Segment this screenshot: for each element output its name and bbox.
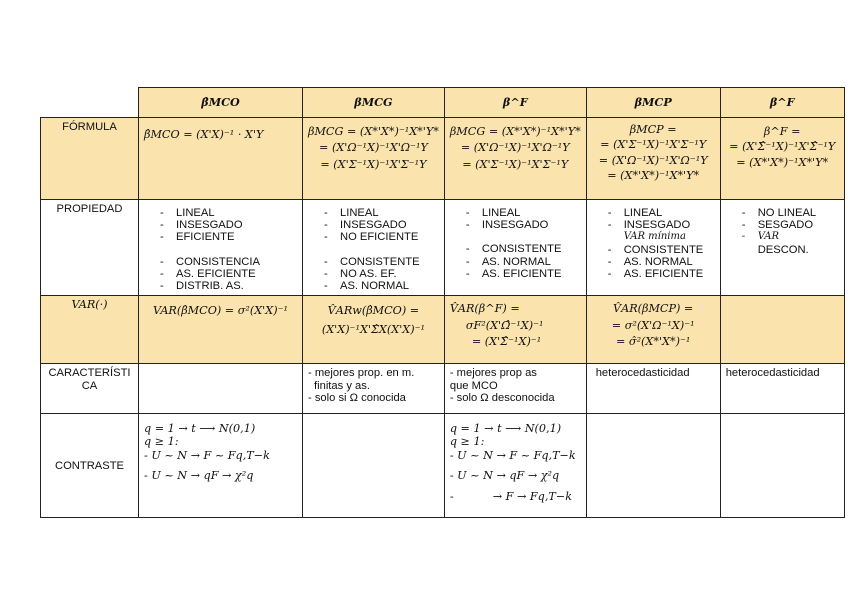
property-item: - LINEAL: [324, 207, 379, 219]
caracteristica-c3: [444, 364, 586, 414]
var-line: (X'X)⁻¹X'Σ̂X(X'X)⁻¹: [321, 322, 425, 336]
header-beta-mcp: βMCP: [586, 88, 720, 118]
formula-line: βMCP =: [629, 123, 677, 136]
row-label-formula: FÓRMULA: [41, 118, 139, 200]
propiedad-c3: [444, 200, 586, 296]
caracteristica-line: finitas y as.: [314, 379, 370, 392]
formula-line: βMCG = (X*'X*)⁻¹X*'Y*: [449, 125, 581, 138]
var-line: = (X'Σ̂⁻¹X)⁻¹: [471, 335, 542, 349]
var-line: σF²(X'Ω̂⁻¹X)⁻¹: [465, 318, 544, 332]
formula-line: = (X'Σ⁻¹X)⁻¹X'Σ⁻¹Y: [462, 157, 569, 171]
contraste-line: - U ~ N → qF → χ²q: [449, 469, 560, 483]
contraste-line: - U ~ N → F ~ Fq,T−k: [144, 449, 270, 463]
caracteristica-line: - mejores prop. en m.: [308, 367, 415, 380]
contraste-c5: [720, 414, 844, 518]
property-item: - AS. EFICIENTE: [607, 268, 704, 281]
row-label-line: CARACTERÍSTI: [48, 367, 131, 380]
contraste-c1: [139, 414, 303, 518]
propiedad-c1: [139, 200, 303, 296]
var-line: V̂AR(β^F) =: [449, 302, 520, 316]
property-item: - AS. EFICIENTE: [465, 267, 562, 280]
header-beta-f-2: β^F: [720, 88, 844, 118]
property-item: - SESGADO: [741, 219, 814, 232]
formula-line: = (X'Ω⁻¹X)⁻¹X'Ω⁻¹Y: [319, 141, 428, 155]
property-item: - CONSISTENTE: [465, 243, 562, 256]
header-beta-f: β^F: [444, 88, 586, 118]
caracteristica-line: que MCO: [449, 379, 498, 392]
caracteristica-line: - mejores prop as: [449, 367, 537, 380]
property-item: - NO AS. EF.: [324, 267, 397, 280]
property-item: - EFICIENTE: [160, 231, 235, 244]
var-c4: [586, 296, 720, 364]
property-item: - NO LINEAL: [741, 207, 817, 219]
contraste-line: - → F → Fq,T−k: [449, 489, 573, 503]
estimators-table: [40, 87, 845, 518]
property-item: - VAR: [741, 231, 779, 243]
formula-line: = (X*'X*)⁻¹X*'Y*: [736, 155, 829, 169]
row-label-var: VAR(·): [41, 296, 139, 364]
row-label-propiedad: PROPIEDAD: [41, 200, 139, 296]
contraste-line: - U ~ N → qF → χ²q: [144, 469, 254, 483]
formula-line: βMCG = (X*'X*)⁻¹X*'Y*: [308, 125, 439, 138]
property-item: - INSESGADO: [160, 219, 243, 232]
propiedad-row: [41, 200, 845, 296]
formula-c1: [139, 118, 303, 200]
header-row: [41, 88, 845, 118]
contraste-line: q = 1 → t ⟶ N(0,1): [144, 422, 256, 436]
formula-line: = (X'Σ̂⁻¹X)⁻¹X'Σ̂⁻¹Y: [729, 140, 836, 154]
propiedad-c2: [303, 200, 445, 296]
property-item: - INSESGADO: [465, 219, 549, 232]
formula-line: = (X'Ω⁻¹X)⁻¹X'Ω⁻¹Y: [598, 153, 708, 167]
property-gap: [466, 231, 581, 243]
contraste-line: q ≥ 1:: [144, 434, 179, 448]
property-gap: [324, 244, 439, 256]
property-item: - INSESGADO: [324, 219, 407, 232]
var-c5: [720, 296, 844, 364]
var-c3: [444, 296, 586, 364]
caracteristica-line: heterocedasticidad: [725, 367, 820, 380]
var-row: [41, 296, 845, 364]
header-beta-mcg: βMCG: [303, 88, 445, 118]
var-line: VAR(β̂MCO) = σ²(X'X)⁻¹: [153, 304, 288, 318]
formula-line: β̂MCO = (X'X)⁻¹ · X'Y: [144, 128, 264, 141]
property-item: - AS. EFICIENTE: [160, 267, 256, 280]
property-item: DESCON.: [757, 243, 809, 256]
property-item: - LINEAL: [160, 207, 215, 219]
formula-row: [41, 118, 845, 200]
property-item: - CONSISTENCIA: [160, 255, 260, 268]
formula-line: = (X'Σ⁻¹X)⁻¹X'Σ⁻¹Y: [600, 138, 707, 152]
property-item: - LINEAL: [607, 207, 663, 219]
propiedad-c5: [720, 200, 844, 296]
formula-line: = (X*'X*)⁻¹X*'Y*: [607, 169, 700, 183]
var-line: V̂ARw(β̂MCO) =: [327, 304, 420, 318]
property-item: - CONSISTENTE: [324, 255, 420, 268]
var-line: = σ²(X'Ω⁻¹X)⁻¹: [611, 318, 695, 332]
property-item: - AS. NORMAL: [324, 280, 410, 293]
caracteristica-row: [41, 364, 845, 414]
caracteristica-c1: [139, 364, 303, 414]
corner-cell: [41, 88, 139, 118]
caracteristica-c2: [303, 364, 445, 414]
formula-c2: [303, 118, 445, 200]
caracteristica-line: - solo Ω desconocida: [449, 392, 555, 405]
var-line: V̂AR(βMCP) =: [613, 302, 694, 316]
var-c1: [139, 296, 303, 364]
contraste-line: q = 1 → t ⟶ N(0,1): [449, 422, 562, 436]
caracteristica-c5: [720, 364, 844, 414]
contraste-line: q ≥ 1:: [449, 434, 485, 448]
property-item: - CONSISTENTE: [607, 243, 704, 256]
header-beta-mco: β̂MCO: [139, 88, 303, 118]
propiedad-c4: [586, 200, 720, 296]
row-label-contraste: CONTRASTE: [41, 414, 139, 518]
property-item: - DISTRIB. AS.: [160, 280, 244, 293]
contraste-line: - U ~ N → F ~ Fq,T−k: [449, 449, 576, 463]
property-item: - LINEAL: [465, 207, 521, 219]
var-line: = σ̂²(X*'X*)⁻¹: [616, 335, 691, 349]
property-item: VAR mínima: [623, 231, 686, 243]
formula-c4: [586, 118, 720, 200]
var-c2: [303, 296, 445, 364]
contraste-row: [41, 414, 845, 518]
formula-c5: [720, 118, 844, 200]
property-item: - NO EFICIENTE: [324, 231, 419, 244]
contraste-c3: [444, 414, 586, 518]
formula-line: = (X'Ω⁻¹X)⁻¹X'Ω⁻¹Y: [460, 141, 570, 155]
property-item: - AS. NORMAL: [607, 255, 693, 268]
formula-c3: [444, 118, 586, 200]
property-gap: [160, 244, 297, 256]
caracteristica-line: - solo si Ω conocida: [308, 392, 406, 405]
formula-line: β^F =: [763, 125, 801, 138]
property-item: - AS. NORMAL: [465, 255, 551, 268]
property-item: - INSESGADO: [607, 219, 691, 232]
caracteristica-c4: [586, 364, 720, 414]
row-label-caracteristica: [41, 364, 139, 414]
caracteristica-line: heterocedasticidad: [595, 367, 690, 380]
contraste-c2: [303, 414, 445, 518]
formula-line: = (X'Σ⁻¹X)⁻¹X'Σ⁻¹Y: [320, 157, 427, 171]
row-label-line: CA: [81, 379, 98, 392]
contraste-c4: [586, 414, 720, 518]
